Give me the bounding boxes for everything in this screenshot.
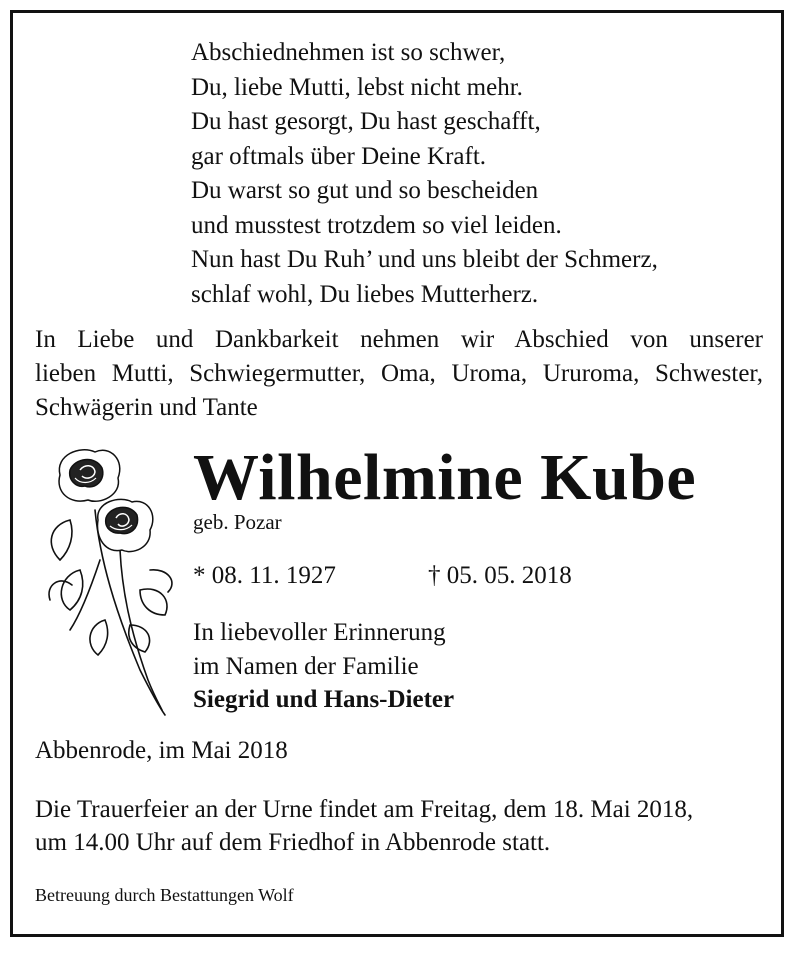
birth-date: * 08. 11. 1927	[193, 562, 336, 589]
ceremony-line: um 14.00 Uhr auf dem Friedhof in Abbenrode statt.	[35, 829, 551, 856]
deceased-name: Wilhelmine Kube	[193, 441, 697, 514]
roses-icon	[40, 440, 180, 720]
undertaker-note: Betreuung durch Bestattungen Wolf	[35, 885, 294, 905]
family-signature	[193, 616, 454, 717]
place-date: Abbenrode, im Mai 2018	[35, 737, 288, 764]
poem-line: und musstest trotzdem so viel leiden.	[191, 211, 562, 239]
intro-line: Schwägerin und Tante	[35, 394, 258, 421]
ceremony-line: Die Trauerfeier an der Urne findet am Freitag, dem 18. Mai 2018,	[35, 796, 694, 823]
intro-line: In Liebe und Dankbarkeit nehmen wir Abschied von unserer	[35, 326, 763, 353]
poem-line: Abschiednehmen ist so schwer,	[191, 39, 506, 66]
poem-line: Du hast gesorgt, Du hast geschafft,	[191, 108, 541, 135]
poem-line: gar oftmals über Deine Kraft.	[191, 142, 487, 170]
maiden-name: geb. Pozar	[193, 510, 282, 534]
poem-line: Du warst so gut und so bescheiden	[191, 177, 539, 204]
family-line: In liebevoller Erinnerung	[193, 619, 446, 646]
poem-line: Du, liebe Mutti, lebst nicht mehr.	[191, 73, 523, 101]
family-names: Siegrid und Hans-Dieter	[193, 686, 455, 713]
poem-line: schlaf wohl, Du liebes Mutterherz.	[191, 280, 539, 308]
family-line: im Namen der Familie	[193, 652, 419, 680]
intro-line: lieben Mutti, Schwiegermutter, Oma, Uroma, Ururoma, Schwester,	[35, 360, 763, 387]
poem-line: Nun hast Du Ruh’ und uns bleibt der Schmerz,	[191, 246, 658, 273]
intro-text	[35, 323, 763, 425]
memorial-poem	[191, 36, 658, 312]
ceremony-info	[35, 793, 693, 859]
death-date: † 05. 05. 2018	[428, 562, 572, 589]
